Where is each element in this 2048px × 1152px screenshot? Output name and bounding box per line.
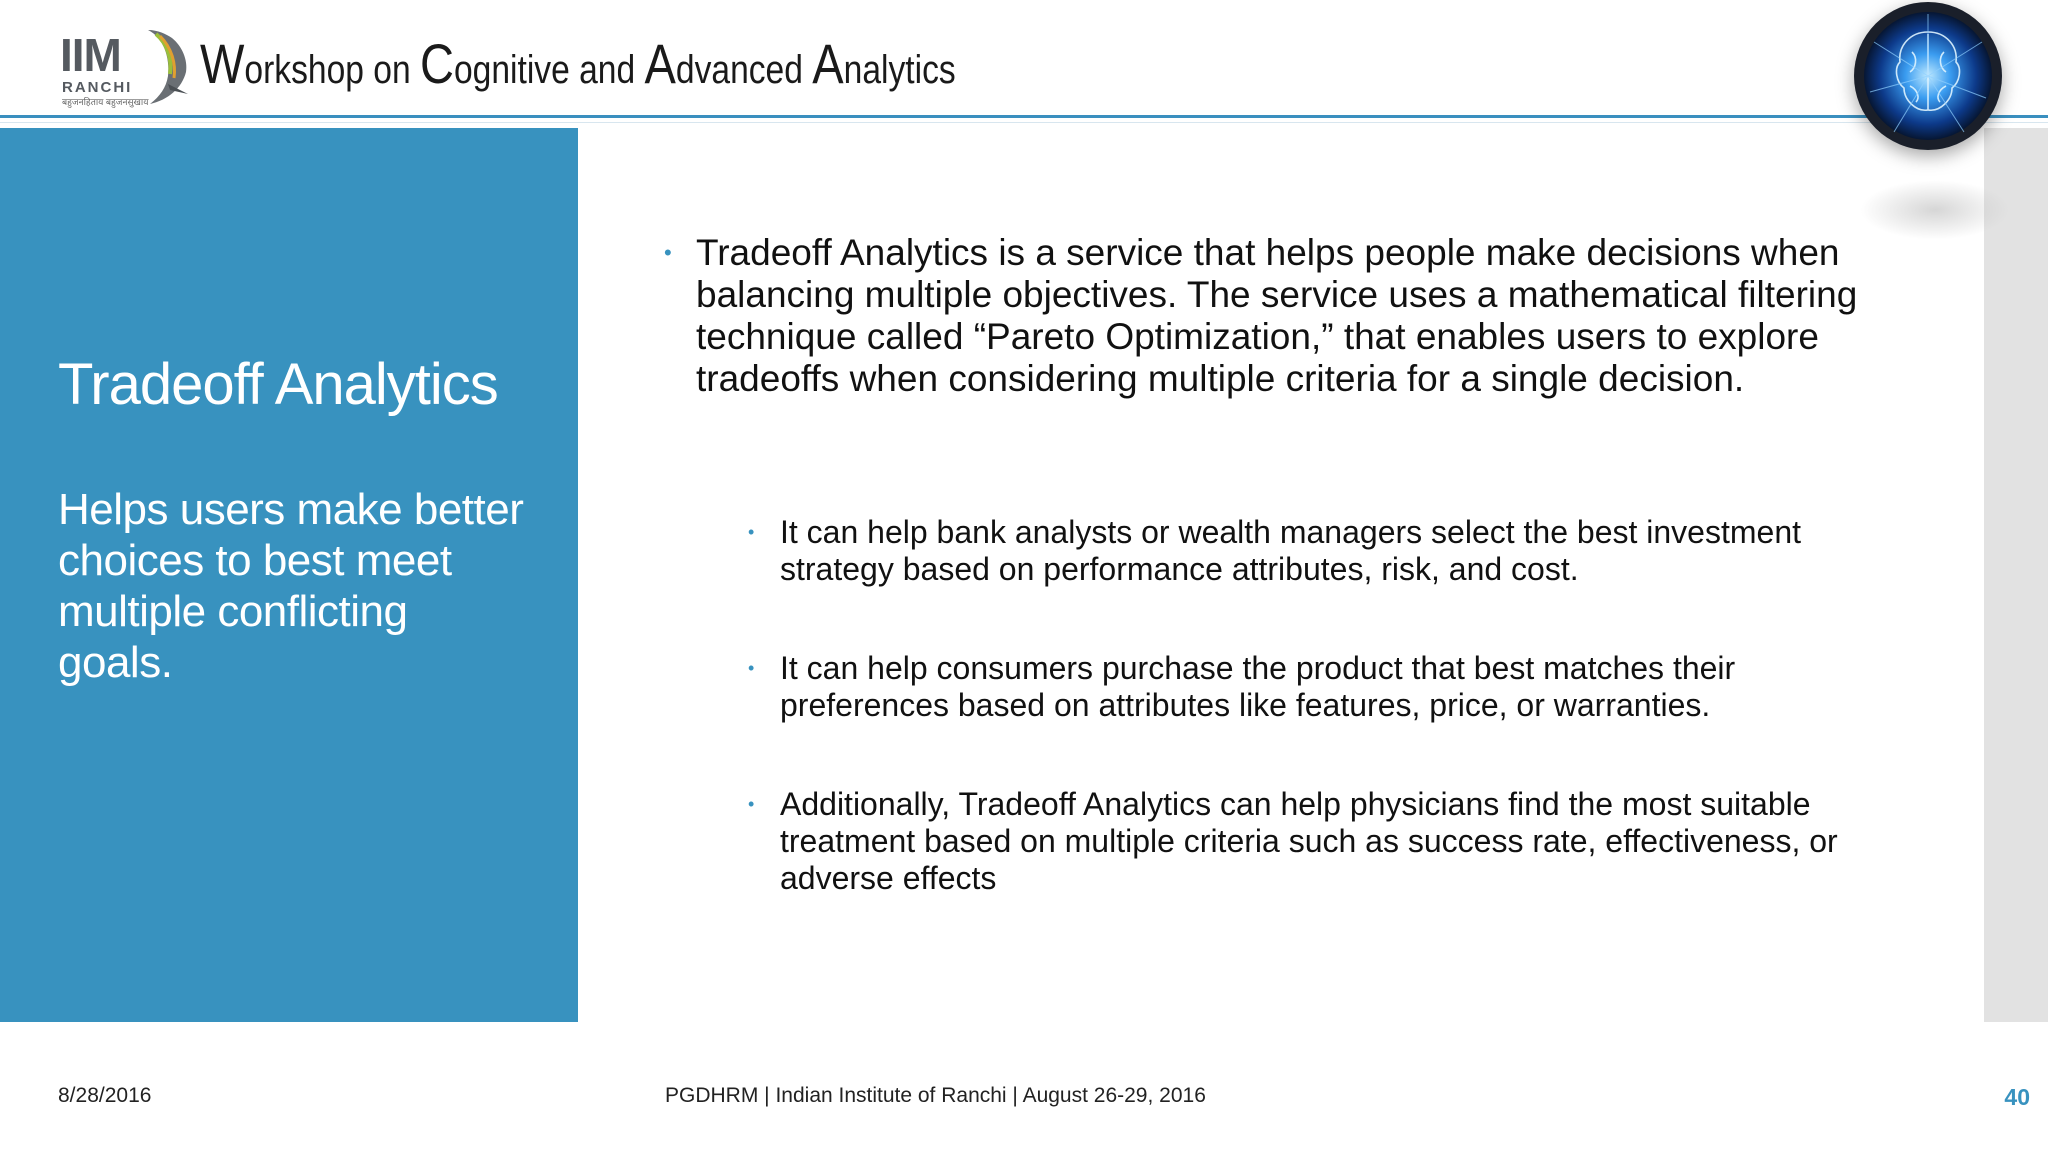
bird-icon (138, 24, 190, 110)
title-cap-a1: A (644, 32, 676, 95)
sub-bullet-item (748, 514, 1880, 588)
brain-icon-shadow (1860, 180, 2010, 240)
header-rule (0, 115, 2048, 118)
title-rest-a1: dvanced (675, 48, 813, 92)
sub-bullet-text: It can help consumers purchase the product that best matches their preferences based on attributes like features, price, or warranties. (780, 650, 1736, 723)
slide-header (0, 0, 2048, 128)
right-gray-strip (1984, 128, 2048, 1022)
logo-sub-text: RANCHI (62, 79, 133, 96)
title-rest-w: orkshop on (244, 48, 420, 92)
footer-date: 8/28/2016 (58, 1084, 152, 1107)
title-cap-c: C (419, 32, 454, 95)
bullet-dot: • (664, 240, 672, 265)
logo-tagline: बहुजनहिताय बहुजनसुखाय (62, 97, 149, 107)
workshop-title (200, 34, 956, 100)
title-rest-c: ognitive and (453, 48, 645, 92)
slide-title: Tradeoff Analytics (58, 352, 498, 417)
page-number: 40 (2004, 1084, 2030, 1110)
logo-main-text: IIM (60, 29, 121, 81)
bullet-dot: • (748, 658, 755, 678)
sub-bullet-item (748, 650, 1880, 724)
left-blue-panel (0, 128, 578, 1022)
bullet-dot: • (748, 794, 755, 814)
title-cap-a2: A (812, 32, 844, 95)
main-bullet-block (664, 232, 1864, 400)
bullet-text-main: Tradeoff Analytics is a service that helps people make decisions when balancing multiple objectives. The service uses a mathematical filtering technique called “Pareto Optimization,” that enables users to explore tradeoffs when considering multiple criteria for a single decision. (696, 232, 1858, 399)
sub-bullet-text: Additionally, Tradeoff Analytics can help physicians find the most suitable treatment based on multiple criteria such as success rate, effectiveness, or adverse effects (780, 786, 1838, 896)
slide-subtitle: Helps users make better choices to best meet multiple conflicting goals. (58, 485, 524, 687)
footer-center-text: PGDHRM | Indian Institute of Ranchi | August 26-29, 2016 (665, 1084, 1206, 1107)
sub-bullet-text: It can help bank analysts or wealth managers select the best investment strategy based on performance attributes, risk, and cost. (780, 514, 1801, 587)
bullet-item-main (664, 232, 1864, 400)
iim-ranchi-logo (56, 24, 186, 110)
header-rule-thin (0, 122, 2048, 123)
sub-bullet-item (748, 786, 1880, 897)
brain-circuit-icon (1854, 2, 2002, 150)
bullet-dot: • (748, 522, 755, 542)
title-cap-w: W (200, 32, 245, 95)
title-rest-a2: nalytics (843, 48, 956, 92)
